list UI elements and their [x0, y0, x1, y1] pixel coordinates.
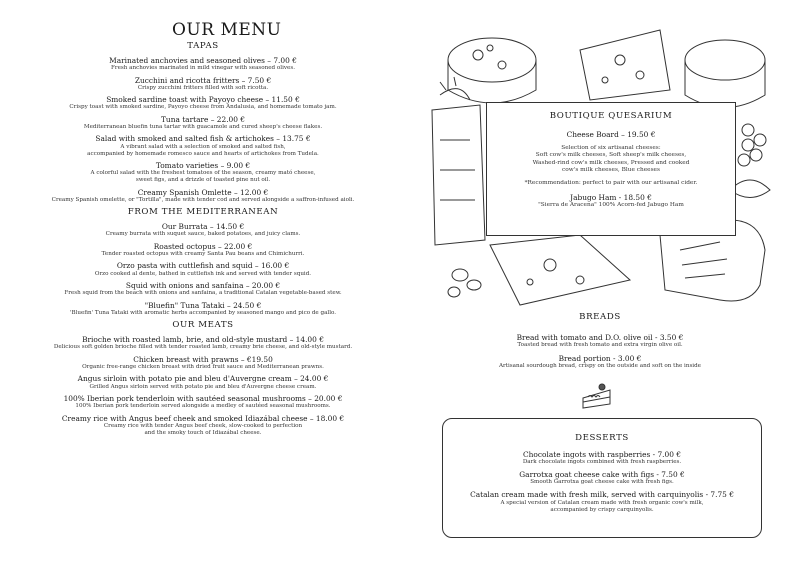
item-description: Fresh squid from the beach with onions and sanfaina, a traditional Catalan vegetable-based stew.	[64, 290, 342, 297]
item-description: Creamy burrata with suquet sauce, baked potatoes, and juicy clams.	[105, 231, 301, 238]
left-column	[14, 18, 392, 440]
item-description: Mediterranean bluefin tuna tartar with guacamole and cured sheep's cheese flakes.	[83, 123, 323, 130]
cheese-round-icon	[685, 40, 765, 108]
olives-icon	[448, 269, 481, 297]
item-description-line2: sweet figs, and a drizzle of toasted pine nut oil.	[135, 177, 271, 184]
cheese-board-line: Soft cow's milk cheeses, Soft sheep's milk cheeses,	[535, 152, 687, 159]
menu-item	[14, 95, 392, 111]
item-description: 100% Iberian pork tenderloin served alongside a medley of sautéed seasonal mushrooms.	[75, 403, 331, 410]
herb-sprig-icon	[440, 77, 470, 100]
item-description: Grilled Angus sirloin served with potato pie and bleu d'Auvergne cheese cream.	[89, 383, 317, 390]
item-title: Bread portion - 3.00 €	[558, 354, 642, 364]
menu-item	[14, 301, 392, 317]
item-description: Smooth Garrotxa goat cheese cake with fresh figs.	[530, 479, 674, 486]
item-description: A vibrant salad with a selection of smoked and salted fish,	[120, 143, 286, 150]
leaf-icon	[730, 180, 770, 198]
item-description: Delicious soft golden brioche filled with tender roasted lamb, creamy brie cheese, and old-style mustard.	[53, 344, 353, 351]
item-title: Zucchini and ricotta fritters – 7.50 €	[134, 75, 272, 85]
breads-section	[430, 312, 770, 375]
section-heading-desserts: DESSERTS	[575, 433, 629, 443]
menu-item	[14, 374, 392, 390]
section-heading-breads: BREADS	[579, 312, 621, 322]
item-description: Crispy zucchini fritters filled with soft ricotta.	[137, 84, 269, 91]
section-heading-meats: OUR MEATS	[172, 320, 234, 331]
item-title: Squid with onions and sanfaina – 20.00 €	[125, 280, 281, 290]
item-title: Roasted octopus – 22.00 €	[153, 241, 253, 251]
item-title: Our Burrata – 14.50 €	[161, 222, 245, 232]
menu-item	[443, 470, 761, 486]
menu-item	[14, 335, 392, 351]
item-title: 100% Iberian pork tenderloin with sautéed seasonal mushrooms – 20.00 €	[63, 393, 343, 403]
cheese-board-description	[487, 145, 735, 174]
menu-item	[14, 394, 392, 410]
menu-item	[14, 261, 392, 277]
menu-item	[14, 242, 392, 258]
item-title: Creamy rice with Angus beef cheek and smoked Idiazábal cheese – 18.00 €	[61, 413, 345, 423]
item-description: 'Bluefin' Tuna Tataki with aromatic herbs accompanied by seasoned mango and pico de gallo.	[69, 309, 337, 316]
meats-list	[14, 335, 392, 437]
item-description: A colorful salad with the freshest tomatoes of the season, creamy mató cheese,	[90, 170, 316, 177]
tapas-list	[14, 56, 392, 204]
item-title: Tuna tartare – 22.00 €	[161, 114, 245, 124]
cheese-board-line: Selection of six artisanal cheeses:	[561, 145, 661, 152]
grapes-icon	[738, 124, 766, 166]
menu-item	[430, 333, 770, 349]
item-title: Catalan cream made with fresh milk, served with carquinyolis - 7.75 €	[470, 490, 734, 500]
desserts-box	[442, 418, 762, 538]
cheese-slices-icon	[490, 235, 630, 305]
item-description: Toasted bread with fresh tomato and extra virgin olive oil.	[517, 342, 683, 349]
item-description: Dark chocolate ingots combined with fresh raspberries.	[522, 459, 682, 466]
item-title: Angus sirloin with potato pie and bleu d'Auvergne cream – 24.00 €	[77, 374, 329, 384]
cheese-board-title: Cheese Board – 19.50 €	[566, 130, 656, 139]
menu-item	[443, 490, 761, 513]
item-description: A special version of Catalan cream made with fresh organic cow's milk,	[500, 499, 704, 506]
mediterranean-list	[14, 222, 392, 317]
section-heading-mediterranean: FROM THE MEDITERRANEAN	[127, 207, 279, 218]
menu-item	[14, 76, 392, 92]
item-description-line2: accompanied by crispy carquinyolis.	[550, 506, 654, 513]
item-description: Creamy Spanish omelette, or "Tortilla", made with tender cod and served alongside a saffron-infused aioli.	[51, 196, 355, 203]
item-description: Tender roasted octopus with creamy Santa Pau beans and Chimichurri.	[101, 250, 305, 257]
item-description-line2: accompanied by homemade romesco sauce and hearts of artichokes from Tudela.	[87, 150, 319, 157]
item-description: Organic free-range chicken breast with dried fruit sauce and Mediterranean prawns.	[82, 363, 324, 370]
item-title: "Bluefin" Tuna Tataki – 24.50 €	[144, 300, 262, 310]
item-title: Bread with tomato and D.O. olive oil - 3.50 €	[516, 333, 684, 342]
menu-item	[14, 355, 392, 371]
item-title: Chocolate ingots with raspberries - 7.00 €	[523, 450, 681, 459]
cheese-block-icon	[432, 105, 485, 245]
recommendation-note: *Recommendation: perfect to pair with our artisanal cider.	[524, 180, 698, 187]
jabugo-ham-description: "Sierra de Aracena" 100% Acorn-fed Jabugo Ham	[538, 202, 684, 209]
cheese-wedge-icon	[580, 30, 670, 100]
menu-item	[14, 134, 392, 157]
item-description: Artisanal sourdough bread, crispy on the outside and soft on the inside	[498, 363, 701, 370]
section-heading-tapas: TAPAS	[187, 41, 219, 51]
section-heading-boutique: BOUTIQUE QUESARIUM	[549, 111, 673, 121]
menu-item	[14, 414, 392, 437]
item-description: Crispy toast with smoked sardine, Payoyo cheese from Andalusia, and homemade tomato jam.	[69, 104, 337, 111]
item-title: Marinated anchovies and seasoned olives – 7.00 €	[109, 56, 297, 65]
cheese-board-line: Washed-rind cow's milk cheeses, Pressed and cooked	[532, 159, 690, 166]
item-description: Fresh anchovies marinated in mild vinegar with seasoned olives.	[111, 65, 295, 72]
cake-slice-icon	[580, 378, 614, 412]
menu-item	[430, 354, 770, 370]
menu-item	[14, 115, 392, 131]
boutique-quesarium-box	[486, 102, 736, 236]
menu-item	[14, 281, 392, 297]
menu-title: OUR MENU	[172, 20, 282, 40]
menu-item	[14, 56, 392, 72]
item-title: Garrotxa goat cheese cake with figs - 7.50 €	[519, 470, 685, 480]
item-description: Creamy rice with tender Angus beef cheek, slow-cooked to perfection	[103, 422, 303, 429]
item-title: Tomato varieties – 9.00 €	[155, 160, 251, 170]
item-title: Smoked sardine toast with Payoyo cheese – 11.50 €	[106, 95, 300, 105]
item-title: Creamy Spanish Omlette – 12.00 €	[137, 187, 269, 197]
item-title: Orzo pasta with cuttlefish and squid – 16.00 €	[116, 261, 290, 271]
menu-item	[14, 188, 392, 204]
item-title: Chicken breast with prawns – €19.50	[133, 354, 273, 364]
item-description: Orzo cooked al dente, bathed in cuttlefish ink and served with tender squid.	[94, 270, 312, 277]
menu-item	[14, 161, 392, 184]
menu-item	[14, 222, 392, 238]
item-title: Brioche with roasted lamb, brie, and old-style mustard – 14.00 €	[82, 335, 324, 345]
item-title: Salad with smoked and salted fish & artichokes – 13.75 €	[95, 134, 311, 144]
cheese-board-line: cow's milk cheeses, Blue cheeses	[562, 166, 660, 173]
jabugo-ham-title: Jabugo Ham - 18.50 €	[570, 193, 652, 203]
menu-item	[443, 450, 761, 466]
item-description-line2: and the smoky touch of Idiazábal cheese.	[144, 429, 262, 436]
cheese-wheel-icon	[448, 38, 536, 103]
